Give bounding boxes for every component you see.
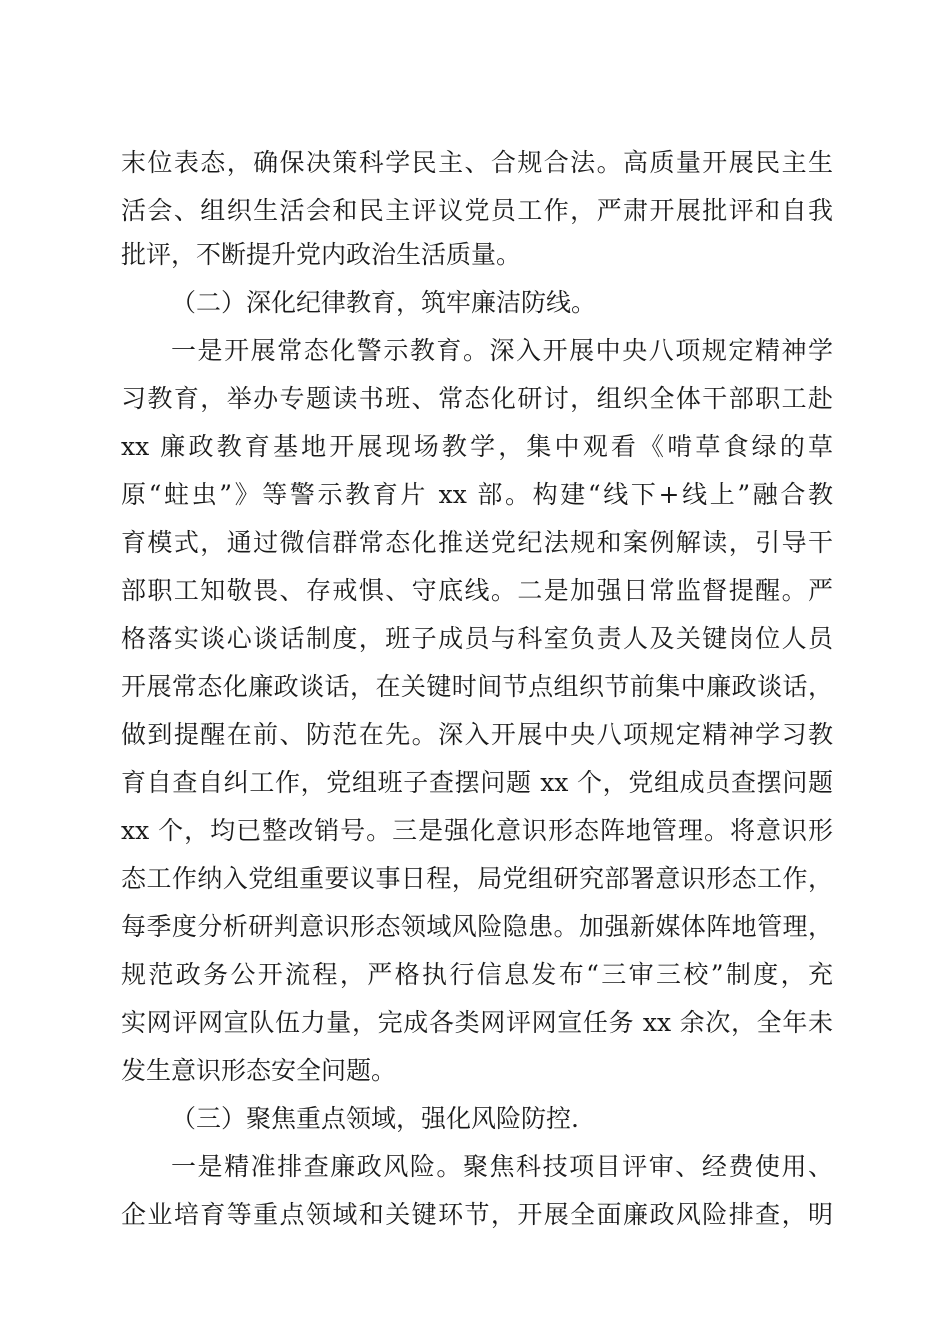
text-line-22: 一是精准排查廉政风险。聚焦科技项目评审、经费使用、 <box>171 1152 833 1181</box>
text-line-18: 规范政务公开流程，严格执行信息发布“三审三校”制度，充 <box>121 960 833 989</box>
text-line-12: 开展常态化廉政谈话，在关键时间节点组织节前集中廉政谈话， <box>121 672 833 701</box>
text-line-20: 发生意识形态安全问题。 <box>121 1056 397 1085</box>
text-line-10: 部职工知敬畏、存戒惧、守底线。二是加强日常监督提醒。严 <box>121 576 833 605</box>
text-line-1: 末位表态，确保决策科学民主、合规合法。高质量开展民主生 <box>121 148 833 177</box>
text-line-13: 做到提醒在前、防范在先。深入开展中央八项规定精神学习教 <box>121 720 833 749</box>
text-line-2: 活会、组织生活会和民主评议党员工作，严肃开展批评和自我 <box>121 196 833 225</box>
section-heading-3: （三）聚焦重点领域，强化风险防控. <box>171 1104 579 1133</box>
text-line-16: 态工作纳入党组重要议事日程，局党组研究部署意识形态工作， <box>121 864 833 893</box>
text-line-23: 企业培育等重点领域和关键环节，开展全面廉政风险排查，明 <box>121 1200 833 1229</box>
text-line-14: 育自查自纠工作，党组班子查摆问题 xx 个，党组成员查摆问题 <box>121 768 833 797</box>
text-line-11: 格落实谈心谈话制度，班子成员与科室负责人及关键岗位人员 <box>121 624 833 653</box>
text-line-9: 育模式，通过微信群常态化推送党纪法规和案例解读，引导干 <box>121 528 833 557</box>
text-line-15: xx 个，均已整改销号。三是强化意识形态阵地管理。将意识形 <box>121 816 833 845</box>
text-line-7: xx 廉政教育基地开展现场教学，集中观看《啃草食绿的草 <box>121 432 833 461</box>
text-line-6: 习教育，举办专题读书班、常态化研讨，组织全体干部职工赴 <box>121 384 833 413</box>
text-line-17: 每季度分析研判意识形态领域风险隐患。加强新媒体阵地管理， <box>121 912 833 941</box>
section-heading-2: （二）深化纪律教育，筑牢廉洁防线。 <box>171 288 597 317</box>
text-line-5: 一是开展常态化警示教育。深入开展中央八项规定精神学 <box>171 336 833 365</box>
text-line-3: 批评，不断提升党内政治生活质量。 <box>121 240 522 269</box>
text-line-19: 实网评网宣队伍力量，完成各类网评网宣任务 xx 余次，全年未 <box>121 1008 833 1037</box>
text-line-8: 原“蛀虫”》等警示教育片 xx 部。构建“线下+线上”融合教 <box>121 480 833 509</box>
